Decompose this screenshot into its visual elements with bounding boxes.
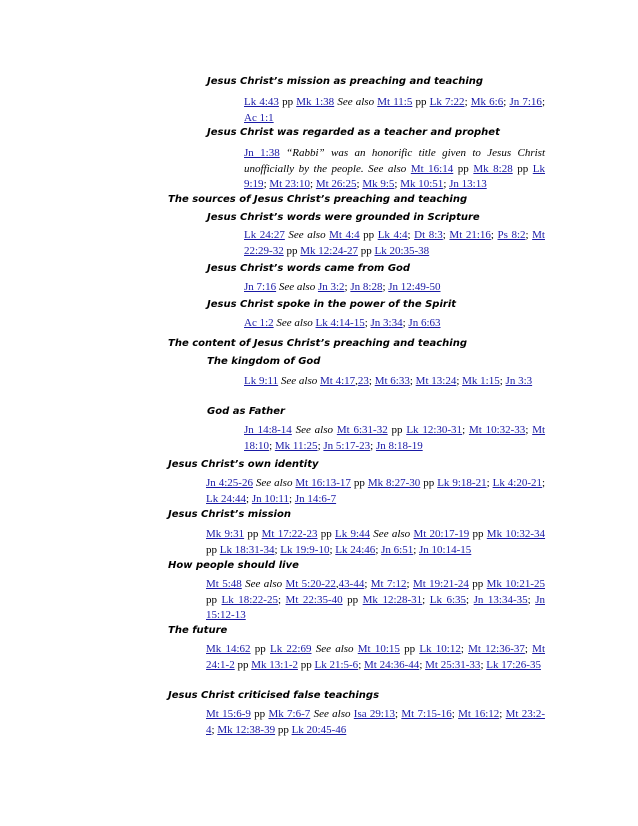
scripture-reference-link[interactable]: Jn 14:8-14 [244, 424, 292, 436]
scripture-reference-link[interactable]: Mt 25:31-33 [425, 658, 481, 671]
scripture-reference-link[interactable]: Lk 9:44 [335, 528, 371, 540]
scripture-reference-link[interactable]: Mt 7:15-16 [401, 708, 452, 720]
separator-text: ; [524, 643, 533, 655]
reference-paragraph [206, 577, 545, 624]
scripture-reference-link[interactable]: Jn 6:51 [381, 543, 414, 556]
separator-text: ; [263, 178, 270, 190]
scripture-reference-link[interactable]: Lk 24:27 [244, 229, 285, 241]
separator-text: , [355, 375, 358, 387]
scripture-reference-link[interactable]: Jn 3:3 [505, 375, 533, 387]
separator-text: ; [364, 317, 371, 329]
see-also-text: See also [370, 528, 414, 540]
separator-text: ; [422, 593, 430, 606]
scripture-reference-link[interactable]: Lk 6:35 [429, 593, 467, 606]
reference-paragraph [244, 146, 545, 193]
separator-text: ; [480, 658, 487, 671]
separator-text: ; [486, 477, 493, 489]
scripture-reference-link[interactable]: Lk 4:4 [377, 229, 408, 241]
scripture-reference-link[interactable]: Mt 16:12 [458, 708, 500, 720]
separator-text: ; [402, 317, 409, 329]
scripture-reference-link[interactable]: Mt 21:16 [449, 229, 491, 241]
separator-text: pp [420, 477, 438, 489]
separator-text: pp [206, 543, 220, 556]
separator-text: ; [246, 492, 252, 505]
separator-text: pp [412, 96, 430, 108]
separator-text: ; [527, 593, 536, 606]
scripture-reference-link[interactable]: Mk 13:1-2 [251, 658, 298, 671]
scripture-reference-link[interactable]: Mk 9:5 [362, 178, 395, 190]
scripture-reference-link[interactable]: 23 [357, 375, 369, 387]
scripture-reference-link[interactable]: Jn 7:16 [244, 281, 277, 293]
scripture-reference-link[interactable]: Jn 5:17-23 [323, 439, 371, 452]
subsection-heading: Jesus Christ was regarded as a teacher and prophet [207, 127, 500, 138]
separator-text: pp [275, 723, 292, 736]
see-also-text: See also [273, 317, 316, 329]
separator-text: ; [368, 375, 375, 387]
separator-text: ; [525, 424, 533, 436]
scripture-reference-link[interactable]: Mt 17:22-23 [261, 528, 318, 540]
scripture-reference-link[interactable]: Lk 24:44 [206, 492, 247, 505]
separator-text: ; [541, 477, 546, 489]
scripture-reference-link[interactable]: Lk 9:11 [244, 375, 279, 387]
scripture-reference-link[interactable]: Jn 10:11 [251, 492, 290, 505]
scripture-reference-link[interactable]: Lk 17:26-35 [486, 658, 541, 671]
scripture-reference-link[interactable]: Mt 10:15 [357, 643, 400, 655]
separator-text: ; [269, 439, 275, 452]
separator-text: pp [469, 528, 487, 540]
separator-text: ; [310, 178, 316, 190]
scripture-reference-link[interactable]: Mk 12:38-39 [217, 723, 276, 736]
scripture-reference-link[interactable]: Lk 4:14-15 [315, 317, 365, 329]
separator-text: ; [382, 281, 389, 293]
scripture-reference-link[interactable]: Jn 14:6-7 [294, 492, 337, 505]
separator-text: pp [244, 528, 262, 540]
scripture-reference-link[interactable]: Lk 4:20-21 [492, 477, 542, 489]
scripture-reference-link[interactable]: Dt 8:3 [414, 229, 443, 241]
scripture-reference-link[interactable]: Mk 7:6-7 [268, 708, 311, 720]
scripture-reference-link[interactable]: Lk 7:22 [429, 96, 465, 108]
separator-text: ; [464, 96, 471, 108]
scripture-reference-link[interactable]: Mk 8:28 [473, 162, 513, 175]
see-also-text: “Rabbi” was an honorific title given to Jesus Christ unofficially by the people. See also [244, 147, 546, 175]
separator-text: ; [317, 439, 324, 452]
separator-text: ; [456, 375, 463, 387]
scripture-reference-link[interactable]: Mt 19:21-24 [412, 578, 469, 590]
subsection-heading: The kingdom of God [207, 356, 321, 367]
scripture-reference-link[interactable]: Mk 9:31 [206, 528, 245, 540]
scripture-reference-link[interactable]: Mk 10:51 [400, 178, 444, 190]
separator-text: ; [499, 375, 506, 387]
see-also-text: See also [311, 643, 358, 655]
section-heading: The content of Jesus Christ’s preaching and teaching [168, 338, 467, 349]
scripture-reference-link[interactable]: Jn 4:25-26 [206, 477, 253, 489]
separator-text: ; [541, 96, 545, 108]
scripture-reference-link[interactable]: Jn 1:38 [244, 147, 280, 159]
scripture-reference-link[interactable]: Jn 10:14-15 [419, 543, 472, 556]
scripture-reference-link[interactable]: Mt 23:2-4 [206, 708, 545, 736]
separator-text: ; [490, 229, 498, 241]
separator-text: ; [409, 375, 416, 387]
scripture-reference-link[interactable]: Lk 19:9-10 [280, 543, 330, 556]
separator-text: ; [503, 96, 510, 108]
scripture-reference-link[interactable]: Ps 8:2 [497, 229, 526, 241]
scripture-reference-link[interactable]: Mt 20:17-19 [413, 528, 470, 540]
separator-text: pp [278, 96, 297, 108]
separator-text: ; [394, 708, 402, 720]
section-heading: How people should live [168, 560, 299, 571]
reference-paragraph [244, 374, 545, 390]
scripture-reference-link[interactable]: Lk 9:18-21 [437, 477, 487, 489]
separator-text: ; [499, 708, 506, 720]
scripture-reference-link[interactable]: Mk 14:62 [206, 643, 251, 655]
separator-text: pp [387, 424, 407, 436]
scripture-reference-link[interactable]: Mt 15:6-9 [206, 708, 251, 720]
scripture-reference-link[interactable]: Mt 6:33 [374, 375, 410, 387]
scripture-reference-link[interactable]: Mk 6:6 [470, 96, 504, 108]
scripture-reference-link[interactable]: Mt 18:10 [244, 424, 546, 452]
separator-text: ; [419, 658, 426, 671]
separator-text: ; [451, 708, 459, 720]
see-also-text: See also [334, 96, 378, 108]
separator-text: pp [357, 244, 375, 257]
section-heading: Jesus Christ’s mission [168, 509, 291, 520]
see-also-text: See also [291, 424, 337, 436]
separator-text: ; [329, 543, 336, 556]
reference-paragraph [206, 527, 545, 558]
scripture-reference-link[interactable]: Lk 22:69 [270, 643, 312, 655]
separator-text: ; [356, 178, 363, 190]
scripture-reference-link[interactable]: Mt 24:1-2 [206, 643, 546, 671]
section-heading: Jesus Christ criticised false teachings [168, 690, 380, 701]
scripture-reference-link[interactable]: Lk 12:30-31 [406, 424, 463, 436]
separator-text: pp [350, 477, 368, 489]
separator-text: pp [468, 578, 487, 590]
scripture-reference-link[interactable]: Mt 7:12 [370, 578, 407, 590]
separator-text: pp [359, 229, 378, 241]
see-also-text: See also [241, 578, 286, 590]
reference-paragraph [206, 476, 545, 507]
section-heading: The sources of Jesus Christ’s preaching and teaching [168, 194, 468, 205]
separator-text: ; [344, 281, 351, 293]
separator-text: ; [364, 578, 371, 590]
see-also-text: See also [278, 375, 320, 387]
scripture-reference-link[interactable]: Lk 24:46 [335, 543, 376, 556]
separator-text: pp [297, 658, 315, 671]
separator-text: pp [250, 708, 269, 720]
scripture-reference-link[interactable]: Mt 22:29-32 [244, 229, 545, 257]
scripture-reference-link[interactable]: Lk 20:45-46 [291, 723, 347, 736]
scripture-reference-link[interactable]: Mt 23:10 [269, 178, 311, 190]
scripture-reference-link[interactable]: Mt 26:25 [315, 178, 357, 190]
section-heading: Jesus Christ’s own identity [168, 459, 319, 470]
scripture-reference-link[interactable]: Lk 4:43 [244, 96, 279, 108]
separator-text: , [335, 578, 339, 590]
scripture-reference-link[interactable]: Mk 10:21-25 [486, 578, 546, 590]
scripture-reference-link[interactable]: Mt 5:20-22 [285, 578, 336, 590]
scripture-reference-link[interactable]: Mk 1:15 [462, 375, 500, 387]
reference-paragraph [244, 316, 545, 332]
separator-text: pp [206, 593, 222, 606]
separator-text: ; [211, 723, 218, 736]
scripture-reference-link[interactable]: Jn 8:28 [350, 281, 383, 293]
scripture-reference-link[interactable]: Mt 4:4 [329, 229, 360, 241]
separator-text: pp [250, 643, 270, 655]
scripture-reference-link[interactable]: Mk 12:24-27 [300, 244, 358, 257]
section-heading: The future [168, 625, 228, 636]
separator-text: ; [407, 229, 415, 241]
scripture-reference-link[interactable]: Lk 18:31-34 [219, 543, 275, 556]
scripture-reference-link[interactable]: Jn 3:34 [370, 317, 403, 329]
scripture-reference-link[interactable]: Jn 6:63 [408, 317, 441, 329]
see-also-text: See also [252, 477, 296, 489]
scripture-reference-link[interactable]: Mt 12:36-37 [468, 643, 525, 655]
see-also-text: See also [276, 281, 318, 293]
scripture-reference-link[interactable]: Ac 1:1 [244, 111, 274, 124]
scripture-reference-link[interactable]: Mt 24:36-44 [364, 658, 420, 671]
scripture-reference-link[interactable]: Mt 6:31-32 [336, 424, 388, 436]
scripture-reference-link[interactable]: Jn 12:49-50 [388, 281, 441, 293]
subsection-heading: God as Father [207, 406, 285, 417]
see-also-text: See also [310, 708, 354, 720]
separator-text: ; [460, 643, 469, 655]
scripture-reference-link[interactable]: Mk 1:38 [296, 96, 335, 108]
scripture-reference-link[interactable]: Jn 7:16 [509, 96, 542, 108]
scripture-reference-link[interactable]: 43-44 [338, 578, 365, 590]
scripture-reference-link[interactable]: Mt 22:35-40 [285, 593, 343, 606]
scripture-reference-link[interactable]: Mt 16:13-17 [295, 477, 351, 489]
reference-paragraph [244, 95, 545, 126]
reference-paragraph [244, 228, 545, 259]
scripture-reference-link[interactable]: Mk 8:27-30 [367, 477, 421, 489]
scripture-reference-link[interactable]: Mt 5:48 [206, 578, 242, 590]
scripture-reference-link[interactable]: Jn 8:18-19 [375, 439, 423, 452]
scripture-reference-link[interactable]: Ac 1:2 [244, 317, 274, 329]
separator-text: pp [283, 244, 301, 257]
subsection-heading: Jesus Christ’s words were grounded in Scripture [207, 212, 480, 223]
see-also-text: See also [284, 229, 330, 241]
scripture-reference-link[interactable]: Lk 21:5-6 [314, 658, 359, 671]
reference-paragraph [206, 707, 545, 738]
separator-text: ; [443, 178, 450, 190]
scripture-reference-link[interactable]: Lk 20:35-38 [374, 244, 430, 257]
scripture-reference-link[interactable]: Mk 12:28-31 [362, 593, 423, 606]
scripture-reference-link[interactable]: Mt 4:17 [319, 375, 356, 387]
scripture-reference-link[interactable]: Mk 10:32-34 [486, 528, 546, 540]
separator-text: ; [525, 229, 533, 241]
separator-text: ; [442, 229, 450, 241]
reference-paragraph [206, 642, 545, 673]
scripture-reference-link[interactable]: Jn 3:2 [317, 281, 345, 293]
separator-text: pp [234, 658, 252, 671]
separator-text: pp [342, 593, 363, 606]
separator-text: ; [406, 578, 413, 590]
separator-text: pp [453, 162, 474, 175]
separator-text: pp [512, 162, 533, 175]
subsection-heading: Jesus Christ’s mission as preaching and teaching [207, 76, 484, 87]
scripture-reference-link[interactable]: Lk 10:12 [419, 643, 461, 655]
scripture-reference-link[interactable]: Jn 13:34-35 [473, 593, 528, 606]
separator-text: ; [375, 543, 382, 556]
reference-paragraph [244, 423, 545, 454]
scripture-reference-link[interactable]: Mt 16:14 [410, 162, 454, 175]
scripture-reference-link[interactable]: Mk 11:25 [274, 439, 318, 452]
scripture-reference-link[interactable]: Mt 10:32-33 [468, 424, 526, 436]
scripture-reference-link[interactable]: Isa 29:13 [353, 708, 395, 720]
separator-text: pp [317, 528, 335, 540]
separator-text: ; [277, 593, 286, 606]
scripture-reference-link[interactable]: Jn 13:13 [449, 178, 487, 190]
separator-text: ; [370, 439, 376, 452]
separator-text: ; [358, 658, 364, 671]
scripture-reference-link[interactable]: Lk 18:22-25 [221, 593, 278, 606]
separator-text: ; [274, 543, 281, 556]
subsection-heading: Jesus Christ spoke in the power of the Spirit [207, 299, 457, 310]
separator-text: ; [466, 593, 474, 606]
reference-paragraph [244, 280, 545, 296]
separator-text: ; [413, 543, 420, 556]
scripture-reference-link[interactable]: Jn 15:12-13 [206, 593, 545, 621]
separator-text: ; [289, 492, 295, 505]
separator-text: ; [394, 178, 401, 190]
scripture-reference-link[interactable]: Mt 13:24 [415, 375, 457, 387]
scripture-reference-link[interactable]: Mt 11:5 [377, 96, 413, 108]
separator-text: pp [399, 643, 420, 655]
subsection-heading: Jesus Christ’s words came from God [207, 263, 411, 274]
separator-text: ; [462, 424, 469, 436]
scripture-reference-link[interactable]: Lk 9:19 [244, 162, 546, 190]
